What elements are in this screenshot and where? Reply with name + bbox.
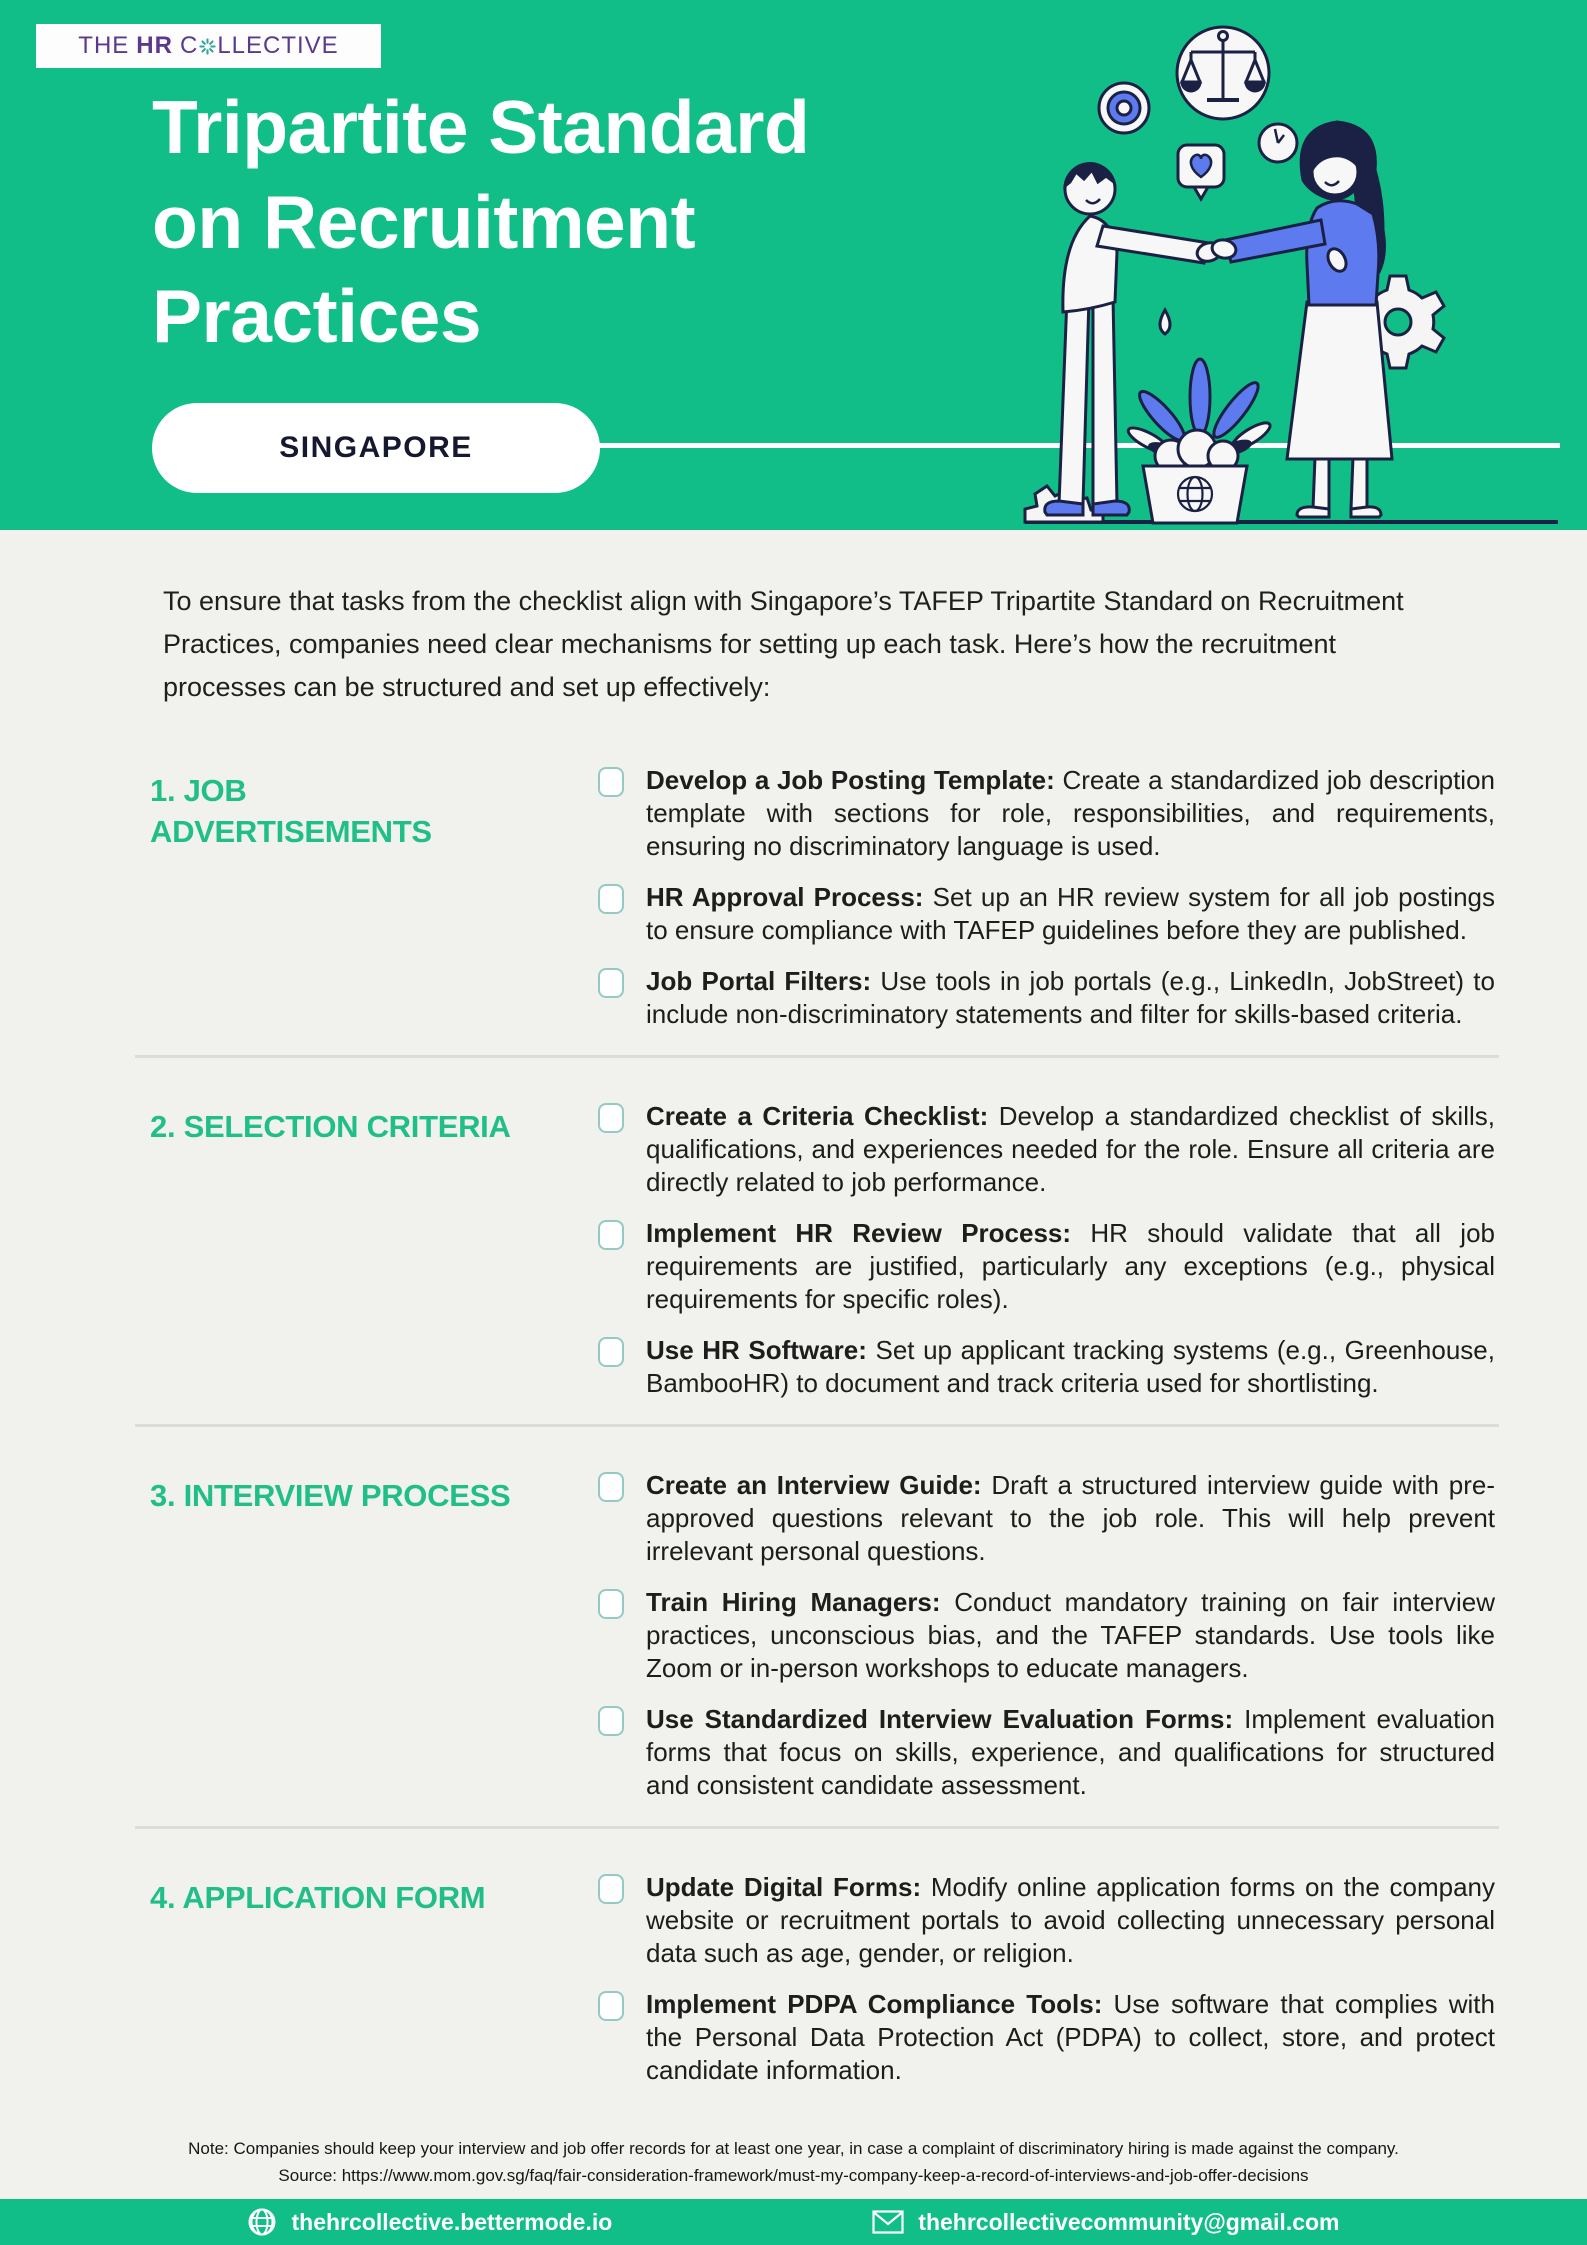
- logo-text-hr: HR: [136, 32, 173, 59]
- footnote-text: Note: Companies should keep your interview and job offer records for at least one year, in case a complaint of discriminatory hiring is made against the company.: [188, 2139, 1399, 2159]
- footnote-source: Source: https://www.mom.gov.sg/faq/fair-consideration-framework/must-my-company-keep-a-record-of-interviews-and-job-offer-decisions: [278, 2165, 1309, 2185]
- starburst-icon: [198, 37, 217, 56]
- item-title: Job Portal Filters:: [646, 965, 872, 996]
- handshake-illustration: [985, 12, 1560, 527]
- section-job-advertisements: [0, 722, 1587, 1055]
- checkbox[interactable]: [598, 884, 624, 914]
- item-title: Implement HR Review Process:: [646, 1217, 1072, 1248]
- section-interview-process: [0, 1427, 1587, 1826]
- checklist-item: [598, 1100, 1495, 1199]
- checklist-item: [598, 881, 1495, 947]
- checkbox[interactable]: [598, 1589, 624, 1619]
- item-title: Create a Criteria Checklist:: [646, 1100, 989, 1131]
- section-heading: 2. SELECTION CRITERIA: [150, 1108, 511, 1144]
- checkbox[interactable]: [598, 1220, 624, 1250]
- checkbox[interactable]: [598, 767, 624, 797]
- header-banner: [0, 0, 1587, 530]
- logo-text-llective: LLECTIVE: [217, 32, 339, 59]
- checklist-item: [598, 965, 1495, 1031]
- checkbox[interactable]: [598, 1472, 624, 1502]
- main-content: [0, 530, 1587, 2111]
- item-body: Modify online application forms on the company website or recruitment portals to avoid collecting unnecessary personal data such as age, gender, or religion.: [646, 1871, 1495, 1968]
- footer-website-text: thehrcollective.bettermode.io: [291, 2208, 613, 2235]
- item-body: Use tools in job portals (e.g., LinkedIn, JobStreet) to include non-discriminatory statements and filter for skills-based criteria.: [646, 965, 1495, 1029]
- checkbox[interactable]: [598, 1991, 624, 2021]
- heart-bubble-icon: [1178, 145, 1224, 199]
- singapore-badge: SINGAPORE: [152, 403, 600, 493]
- envelope-icon: [872, 2210, 904, 2234]
- item-body: Use software that complies with the Personal Data Protection Act (PDPA) to collect, store, and protect candidate information.: [646, 1988, 1495, 2086]
- section-heading: 4. APPLICATION FORM: [150, 1879, 486, 1915]
- item-body: HR should validate that all job requirements are justified, particularly any exceptions (e.g., physical requirements for specific roles).: [646, 1217, 1495, 1314]
- item-title: Use Standardized Interview Evaluation Forms:: [646, 1703, 1234, 1734]
- item-body: Implement evaluation forms that focus on skills, experience, and qualifications for structured and consistent candidate assessment.: [646, 1703, 1496, 1800]
- drop-icon: [1160, 310, 1170, 334]
- checklist-item: [598, 1988, 1495, 2087]
- footer-bar: [0, 2199, 1587, 2245]
- globe-icon: [247, 2207, 277, 2237]
- footer-email-text: thehrcollectivecommunity@gmail.com: [918, 2208, 1340, 2235]
- plant-icon: [1125, 359, 1273, 523]
- item-title: Implement PDPA Compliance Tools:: [646, 1988, 1103, 2019]
- logo-text-c: C: [179, 32, 199, 59]
- checklist-item: [598, 1703, 1495, 1802]
- section-heading: 3. INTERVIEW PROCESS: [150, 1477, 511, 1513]
- item-body: Draft a structured interview guide with pre-approved questions relevant to the job role. This will help prevent irrelevant personal questions.: [646, 1469, 1495, 1566]
- item-title: Use HR Software:: [646, 1334, 867, 1365]
- item-body: Set up an HR review system for all job postings to ensure compliance with TAFEP guidelines before they are published.: [646, 881, 1496, 945]
- target-icon: [1099, 83, 1149, 133]
- footnote: [0, 2136, 1587, 2189]
- section-selection-criteria: [0, 1058, 1587, 1424]
- checklist-item: [598, 1586, 1495, 1685]
- scale-icon: [1177, 27, 1269, 119]
- item-title: Develop a Job Posting Template:: [646, 764, 1055, 795]
- checklist-item: [598, 1334, 1495, 1400]
- item-title: Train Hiring Managers:: [646, 1586, 941, 1617]
- checklist-item: [598, 1469, 1495, 1568]
- checkbox[interactable]: [598, 1103, 624, 1133]
- intro-paragraph: To ensure that tasks from the checklist align with Singapore’s TAFEP Tripartite Standard on Recruitment Practices, companies need clear mechanisms for setting up each task. Here’s how the recruitment processes can be structured and set up effectively:: [163, 586, 1404, 703]
- footer-website-link[interactable]: [247, 2207, 612, 2237]
- item-body: Set up applicant tracking systems (e.g., Greenhouse, BambooHR) to document and track criteria used for shortlisting.: [646, 1334, 1495, 1398]
- checkbox[interactable]: [598, 1706, 624, 1736]
- section-application-form: [0, 1829, 1587, 2111]
- logo-text-the: THE: [78, 32, 130, 59]
- checkbox[interactable]: [598, 1874, 624, 1904]
- item-title: HR Approval Process:: [646, 881, 924, 912]
- item-title: Update Digital Forms:: [646, 1871, 922, 1902]
- woman-figure: [1225, 122, 1392, 517]
- checklist-item: [598, 1217, 1495, 1316]
- checklist-item: [598, 1871, 1495, 1970]
- checkbox[interactable]: [598, 968, 624, 998]
- hr-collective-logo: [36, 24, 381, 68]
- page-title: Tripartite Standard on Recruitment Practices: [152, 85, 810, 358]
- item-title: Create an Interview Guide:: [646, 1469, 982, 1500]
- checkbox[interactable]: [598, 1337, 624, 1367]
- item-body: Develop a standardized checklist of skills, qualifications, and experiences needed for the role. Ensure all criteria are directly related to job performance.: [646, 1100, 1495, 1197]
- footer-email-link[interactable]: [872, 2209, 1339, 2236]
- item-body: Conduct mandatory training on fair interview practices, unconscious bias, and the TAFEP standards. Use tools like Zoom or in-person workshops to educate managers.: [646, 1586, 1495, 1683]
- item-body: Create a standardized job description template with sections for role, responsibilities, and requirements, ensuring no discriminatory language is used.: [646, 764, 1495, 861]
- clock-icon: [1259, 124, 1297, 162]
- section-heading: 1. JOB ADVERTISEMENTS: [150, 772, 432, 850]
- checklist-item: [598, 764, 1495, 863]
